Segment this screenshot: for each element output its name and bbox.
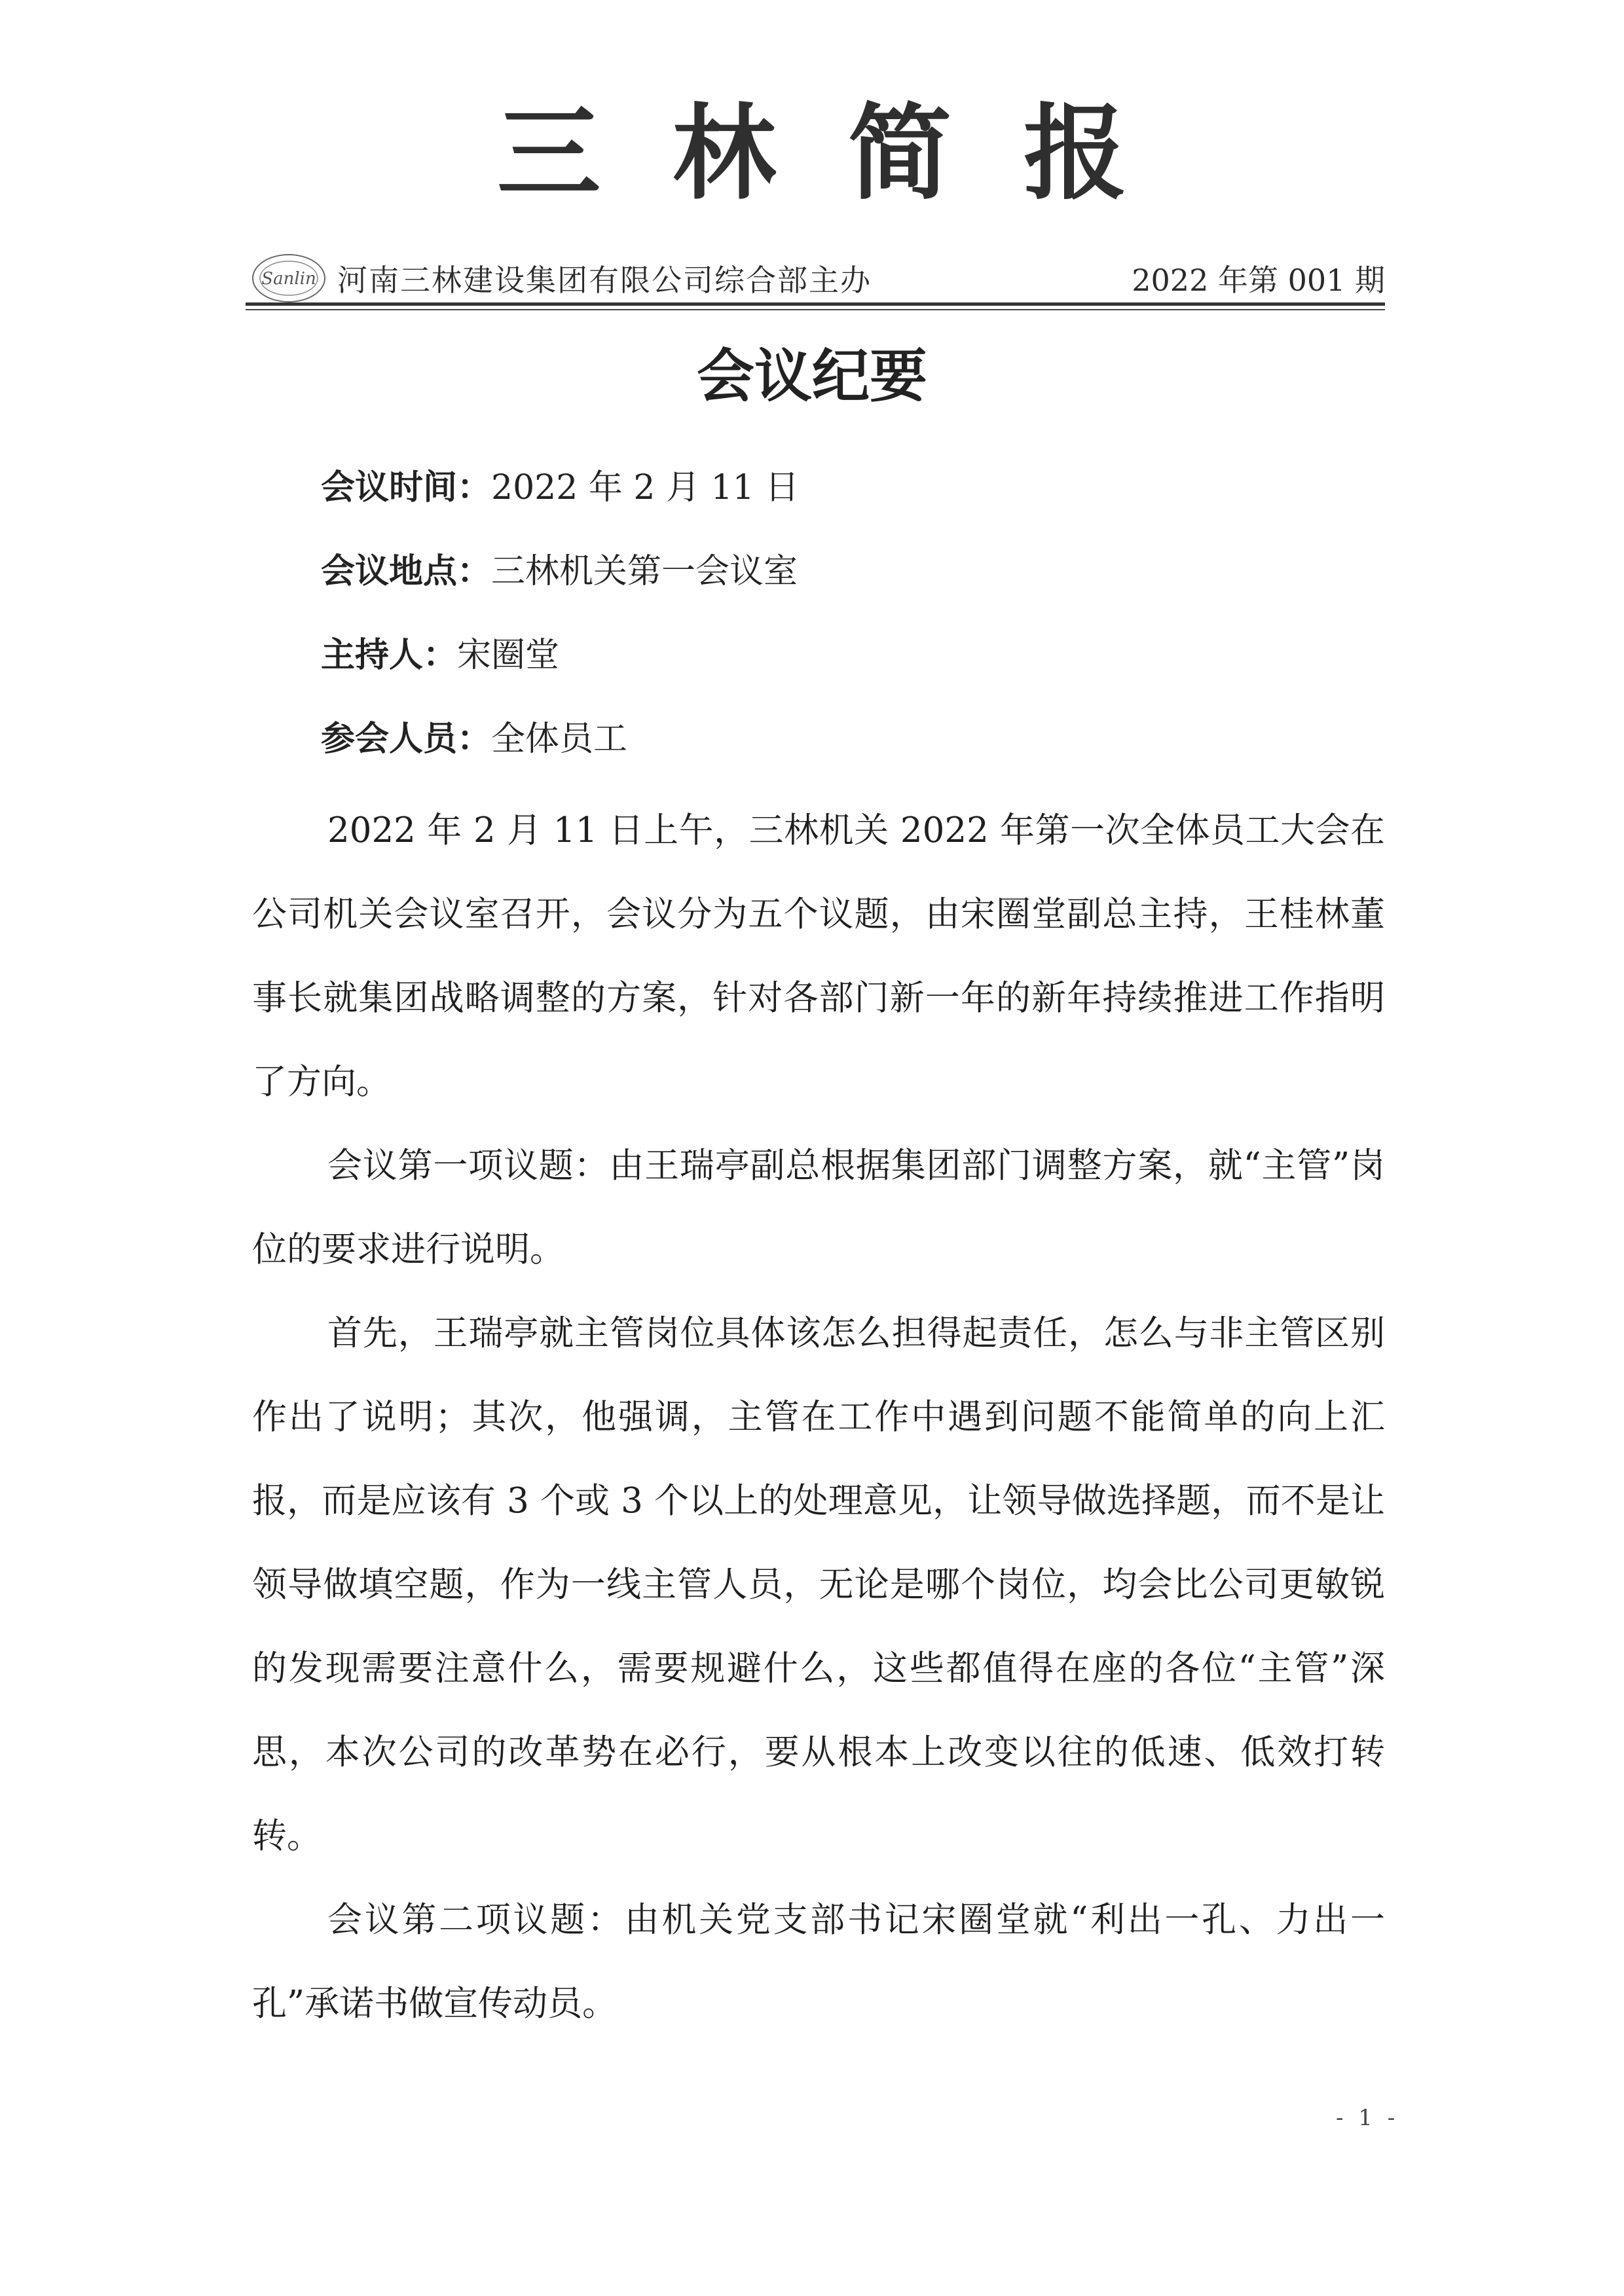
subhead-bar xyxy=(246,254,1385,306)
company-logo xyxy=(252,254,325,302)
masthead-char: 林 xyxy=(673,94,776,214)
meta-time-value: 2022 年 2 月 11 日 xyxy=(491,468,800,507)
meta-attendees xyxy=(321,716,627,762)
masthead-char: 简 xyxy=(848,94,951,214)
page-number: - 1 - xyxy=(1336,2105,1399,2131)
meta-place-value: 三林机关第一会议室 xyxy=(491,552,798,591)
logo-emblem-icon xyxy=(253,255,324,301)
meta-host xyxy=(321,632,559,678)
meta-attendees-value: 全体员工 xyxy=(491,720,628,759)
body-paragraph: 会议第二项议题：由机关党支部书记宋圈堂就“利出一孔、力出一孔”承诺书做宣传动员。 xyxy=(252,1900,1385,2024)
header-divider xyxy=(246,302,1385,306)
meta-place xyxy=(321,549,798,594)
body-paragraph: 2022 年 2 月 11 日上午，三林机关 2022 年第一次全体员工大会在公司机关会议室召开，会议分为五个议题，由宋圈堂副总主持，王桂林董事长就集团战略调整的方案，针对各部门新一年的新年持续推进工作指明了方向。 xyxy=(252,811,1385,1102)
body-paragraph: 首先，王瑞亭就主管岗位具体该怎么担得起责任，怎么与非主管区别作出了说明；其次，他强调，主管在工作中遇到问题不能简单的向上汇报，而是应该有 3 个或 3 个以上的处理意见，让领导做选择题，而不是让领导做填空题，作为一线主管人员，无论是哪个岗位，均会比公司更敏锐的发现需要注意什么，需要规避什么，这些都值得在座的各位“主管”深思，本次公司的改革势在必行，要从根本上改变以往的低速、低效打转转。 xyxy=(252,1313,1385,1856)
meta-time xyxy=(321,465,799,511)
meta-host-value: 宋圈堂 xyxy=(457,636,560,675)
organizer-text: 河南三林建设集团有限公司综合部主办 xyxy=(337,263,872,298)
masthead-char: 三 xyxy=(497,94,600,214)
issue-number: 2022 年第 001 期 xyxy=(1132,263,1385,298)
body-paragraph: 会议第一项议题：由王瑞亭副总根据集团部门调整方案，就“主管”岗位的要求进行说明。 xyxy=(252,1146,1385,1269)
logo-text: Sanlin xyxy=(261,269,316,289)
body-content xyxy=(252,789,1385,2046)
masthead-char: 报 xyxy=(1024,94,1127,214)
header-divider-thin xyxy=(246,309,1385,310)
meta-place-label: 会议地点： xyxy=(321,552,492,591)
meta-host-label: 主持人： xyxy=(321,636,458,675)
meta-time-label: 会议时间： xyxy=(321,468,492,507)
masthead-title xyxy=(0,94,1624,214)
meta-attendees-label: 参会人员： xyxy=(321,720,492,759)
document-title: 会议纪要 xyxy=(696,342,927,410)
